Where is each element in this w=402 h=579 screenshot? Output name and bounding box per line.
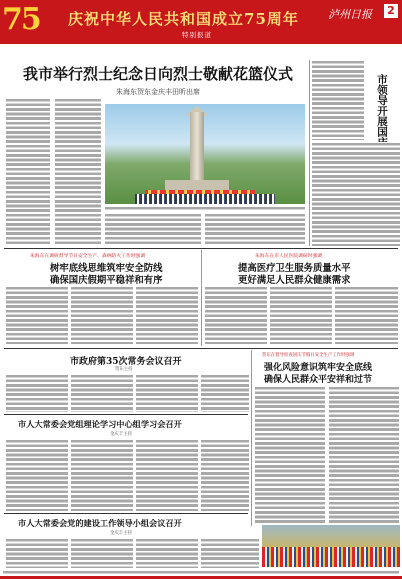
lead-body-column-4 [205,213,305,246]
gov-byline: 贺东主持 [115,367,133,372]
safety-kicker: 贺东在督导检查国庆节假日安全生产工作时强调 [262,353,355,358]
story-left-body-1 [6,286,68,344]
story-right-headline-2: 更好满足人民群众健康需求 [238,275,351,286]
npc1-byline: 金庆丰主持 [110,432,132,437]
safety-body-2 [329,386,399,524]
story-right-headline-1: 提高医疗卫生服务质量水平 [238,263,351,274]
gov-body-4 [201,374,249,412]
side-headline: 市领导开展国庆节走访慰问活动 [376,74,388,221]
lead-body-column-2 [55,98,101,246]
story-left-body-2 [71,286,133,344]
story-left-headline-1: 树牢底线思维筑牢安全防线 [50,263,163,274]
column-divider [201,250,202,346]
monument [190,112,204,184]
section-rule-2 [4,348,398,349]
side-body-top [312,60,364,140]
page-number: 2 [384,4,398,18]
story-right-body-2 [270,286,332,344]
gov-body-2 [71,374,133,412]
column-divider [309,60,310,246]
safety-headline-1: 强化风险意识筑牢安全底线 [264,363,373,373]
gov-body-3 [136,374,198,412]
side-body-bottom [312,142,400,246]
npc2-byline: 金庆丰主持 [110,531,132,536]
newspaper-masthead: 泸州日报 [328,8,372,21]
banner-subtitle: 特别报道 [182,31,212,39]
photo-caption [105,206,305,211]
flag-crowd [262,547,400,567]
lead-headline: 我市举行烈士纪念日向烈士敬献花篮仪式 [22,65,293,83]
story-right-kicker: 朱海东在市人民医院调研时强调 [255,254,323,259]
story-right-body-3 [335,286,398,344]
npc1-body-4 [201,439,249,511]
npc2-body-1 [6,538,68,568]
npc1-body-3 [136,439,198,511]
npc2-body-2 [71,538,133,568]
anniversary-number: 75 [2,2,40,37]
story-right-body-1 [205,286,267,344]
section-rule-3 [4,414,248,415]
npc1-headline: 市人大常委会党组理论学习中心组学习会召开 [18,419,182,429]
story-left-kicker: 朱海东在调研督导节日安全生产、森林防火工作时强调 [30,254,146,259]
npc1-body-2 [71,439,133,511]
monument-base [165,180,229,190]
story-left-headline-2: 确保国庆假期平稳祥和有序 [50,275,163,286]
section-rule-4 [4,513,248,514]
npc2-headline: 市人大常委会党的建设工作领导小组会议召开 [18,518,182,528]
lead-body-column-3 [105,213,201,246]
lead-body-column-1 [6,98,50,246]
npc2-body-4 [201,538,259,568]
safety-headline-2: 确保人民群众平安祥和过节 [264,375,373,385]
lead-subheadline: 朱海东贺东金庆丰田昕出席 [116,88,200,96]
banner-title: 庆祝中华人民共和国成立75周年 [68,10,299,28]
section-rule-1 [4,248,398,249]
gov-headline: 市政府第35次常务会议召开 [70,357,182,367]
safety-body-1 [255,386,325,524]
lead-photo [105,104,305,204]
gov-body-1 [6,374,68,412]
story-left-body-3 [136,286,198,344]
npc2-body-3 [136,538,198,568]
npc1-body-1 [6,439,68,511]
page-footer [3,570,399,575]
crowd [135,194,275,204]
column-divider [251,350,252,526]
bottom-photo [262,525,400,567]
